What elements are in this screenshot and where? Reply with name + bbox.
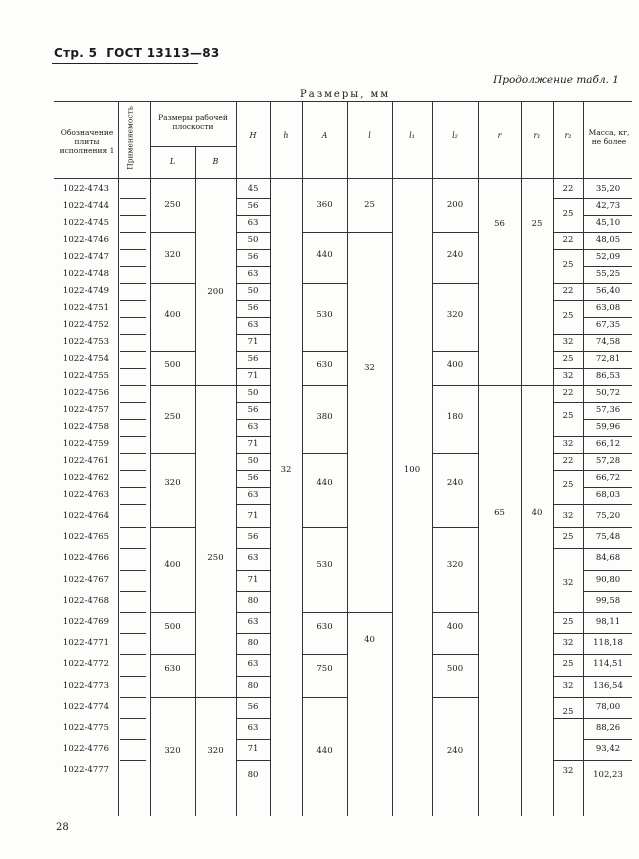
cell-L: 320	[164, 250, 181, 260]
col-header-r: r	[497, 131, 502, 140]
cell-H: 71	[247, 511, 259, 521]
cell-l1: 100	[403, 465, 421, 475]
cell-mass: 99,58	[595, 596, 621, 606]
col-header-l1: l₁	[409, 131, 415, 140]
cell-L: 250	[164, 412, 181, 422]
cell-mass: 55,25	[595, 269, 621, 279]
cell-H: 56	[247, 201, 259, 211]
cell-H: 50	[247, 456, 259, 466]
cell-H: 63	[247, 659, 259, 669]
cell-r2: 32	[562, 371, 574, 381]
cell-mass: 57,36	[595, 405, 621, 415]
cell-L: 400	[164, 560, 181, 570]
cell-r2: 32	[562, 638, 574, 648]
cell-r2: 25	[562, 354, 574, 364]
row-code: 1022-4772	[62, 659, 110, 669]
subheader-divider	[150, 146, 236, 147]
cell-mass: 56,40	[595, 286, 621, 296]
cell-r2: 22	[562, 286, 574, 296]
row-code: 1022-4762	[62, 473, 110, 483]
row-code: 1022-4758	[62, 422, 110, 432]
cell-L: 250	[164, 200, 181, 210]
cell-r2: 25	[562, 659, 574, 669]
cell-r2-merged: 25	[562, 260, 574, 270]
row-code: 1022-4764	[62, 511, 110, 521]
row-code: 1022-4765	[62, 532, 110, 542]
cell-r2-merged: 32	[562, 578, 574, 588]
row-code: 1022-4777	[62, 765, 110, 775]
cell-H: 71	[247, 371, 259, 381]
col-header-l: l	[368, 131, 371, 140]
table-header-bottom	[54, 178, 632, 179]
cell-mass: 66,72	[595, 473, 621, 483]
cell-mass: 136,54	[593, 681, 623, 691]
cell-l2: 240	[446, 250, 464, 260]
row-code: 1022-4755	[62, 371, 110, 381]
col-divider	[392, 101, 393, 816]
cell-H: 71	[247, 744, 259, 754]
cell-H: 50	[247, 286, 259, 296]
cell-l: 40	[364, 635, 375, 645]
cell-mass: 98,11	[595, 617, 621, 627]
cell-l2: 200	[446, 200, 464, 210]
cell-r2-merged: 25	[562, 707, 574, 717]
row-code: 1022-4771	[62, 638, 110, 648]
cell-A: 360	[316, 200, 333, 210]
cell-r2-merged: 25	[562, 532, 574, 542]
cell-B: 250	[207, 553, 224, 563]
cell-H: 63	[247, 218, 259, 228]
cell-l: 32	[364, 363, 375, 373]
col-header-h: h	[283, 131, 289, 140]
cell-H: 80	[247, 638, 259, 648]
cell-r2-merged: 32	[562, 766, 574, 776]
row-code: 1022-4774	[62, 702, 110, 712]
cell-H: 71	[247, 439, 259, 449]
cell-r: 65	[494, 508, 505, 518]
cell-H: 80	[247, 681, 259, 691]
cell-mass: 84,68	[595, 553, 621, 563]
cell-L: 630	[164, 664, 181, 674]
row-code: 1022-4748	[62, 269, 110, 279]
cell-mass: 114,51	[593, 659, 623, 669]
cell-H: 71	[247, 575, 259, 585]
cell-H: 56	[247, 532, 259, 542]
row-code: 1022-4752	[62, 320, 110, 330]
row-code: 1022-4767	[62, 575, 110, 585]
cell-mass: 93,42	[595, 744, 621, 754]
page-number: 28	[56, 822, 69, 833]
cell-H: 63	[247, 617, 259, 627]
cell-r2-merged: 25	[562, 411, 574, 421]
cell-H: 63	[247, 553, 259, 563]
cell-H: 50	[247, 235, 259, 245]
row-code: 1022-4744	[62, 201, 110, 211]
cell-mass: 52,09	[595, 252, 621, 262]
col-header-H: H	[249, 131, 257, 140]
cell-mass: 78,00	[595, 702, 621, 712]
cell-H: 56	[247, 405, 259, 415]
cell-mass: 63,08	[595, 303, 621, 313]
cell-r2: 22	[562, 388, 574, 398]
cell-r2: 32	[562, 439, 574, 449]
cell-H: 56	[247, 354, 259, 364]
cell-mass: 35,20	[595, 184, 621, 194]
row-code: 1022-4766	[62, 553, 110, 563]
cell-H: 50	[247, 388, 259, 398]
cell-H: 63	[247, 723, 259, 733]
standard-number: ГОСТ 13113—83	[106, 46, 220, 60]
cell-l2: 240	[446, 478, 464, 488]
cell-mass: 45,10	[595, 218, 621, 228]
cell-L: 320	[164, 478, 181, 488]
cell-H: 63	[247, 422, 259, 432]
col-header-B: B	[212, 157, 219, 166]
col-header-A: A	[321, 131, 328, 140]
cell-mass: 75,48	[595, 532, 621, 542]
cell-mass: 75,20	[595, 511, 621, 521]
cell-mass: 66,12	[595, 439, 621, 449]
row-code: 1022-4743	[62, 184, 110, 194]
row-code: 1022-4753	[62, 337, 110, 347]
row-code: 1022-4754	[62, 354, 110, 364]
cell-h: 32	[280, 465, 292, 475]
cell-r2: 22	[562, 456, 574, 466]
cell-H: 56	[247, 473, 259, 483]
col-header-applicability: Применяемость	[125, 106, 134, 170]
cell-B: 320	[207, 746, 224, 756]
cell-A: 380	[316, 412, 333, 422]
header-underline	[52, 63, 198, 64]
cell-mass: 86,53	[595, 371, 621, 381]
cell-H: 56	[247, 702, 259, 712]
cell-l2: 240	[446, 746, 464, 756]
cell-mass: 118,18	[593, 638, 623, 648]
cell-r2-merged: 25	[562, 311, 574, 321]
cell-L: 320	[164, 746, 181, 756]
cell-r2-merged: 25	[562, 480, 574, 490]
continuation-label: Продолжение табл. 1	[493, 74, 619, 86]
row-code: 1022-4775	[62, 723, 110, 733]
cell-l2: 400	[446, 622, 464, 632]
row-code: 1022-4768	[62, 596, 110, 606]
col-header-r1: r₁	[533, 131, 541, 140]
table-top-border	[54, 101, 632, 102]
cell-l: 25	[364, 200, 375, 210]
col-divider	[478, 101, 479, 816]
cell-mass: 48,05	[595, 235, 621, 245]
col-header-l2: l₂	[452, 131, 458, 140]
cell-r1: 40	[531, 508, 543, 518]
cell-B: 200	[207, 287, 224, 297]
row-code: 1022-4749	[62, 286, 110, 296]
col-divider	[195, 146, 196, 816]
cell-mass: 90,80	[595, 575, 621, 585]
cell-r: 56	[494, 219, 505, 229]
cell-r1: 25	[531, 219, 543, 229]
row-code: 1022-4773	[62, 681, 110, 691]
cell-A: 530	[316, 310, 333, 320]
col-divider	[521, 101, 522, 816]
cell-mass: 68,03	[595, 490, 621, 500]
cell-mass: 72,81	[595, 354, 621, 364]
row-code: 1022-4746	[62, 235, 110, 245]
cell-L: 500	[164, 622, 181, 632]
cell-H: 63	[247, 269, 259, 279]
cell-H: 63	[247, 490, 259, 500]
row-code: 1022-4769	[62, 617, 110, 627]
cell-A: 750	[316, 664, 333, 674]
row-code: 1022-4759	[62, 439, 110, 449]
cell-A: 630	[316, 360, 333, 370]
row-code: 1022-4751	[62, 303, 110, 313]
col-header-work-surface: Размеры рабочей плоскости	[158, 113, 228, 131]
col-divider	[270, 101, 271, 816]
cell-L: 400	[164, 310, 181, 320]
cell-mass: 59,96	[595, 422, 621, 432]
sizes-title: Размеры, мм	[300, 89, 391, 100]
cell-l2: 500	[446, 664, 464, 674]
cell-H: 56	[247, 303, 259, 313]
cell-H: 80	[247, 596, 259, 606]
cell-l2: 320	[446, 310, 464, 320]
cell-l2: 180	[446, 412, 464, 422]
cell-r2-merged: 25	[562, 209, 574, 219]
cell-mass: 102,23	[593, 770, 623, 780]
cell-mass: 88,26	[595, 723, 621, 733]
cell-H: 63	[247, 320, 259, 330]
cell-A: 530	[316, 560, 333, 570]
cell-r2: 22	[562, 184, 574, 194]
cell-A: 630	[316, 622, 333, 632]
cell-mass: 74,58	[595, 337, 621, 347]
cell-r2: 22	[562, 235, 574, 245]
cell-r2: 32	[562, 511, 574, 521]
col-header-L: L	[169, 157, 176, 166]
cell-mass: 50,72	[595, 388, 621, 398]
cell-A: 440	[316, 746, 333, 756]
col-header-mass: Масса, кг, не более	[588, 128, 630, 146]
row-code: 1022-4763	[62, 490, 110, 500]
cell-H: 80	[247, 770, 259, 780]
cell-l2: 400	[446, 360, 464, 370]
row-code: 1022-4756	[62, 388, 110, 398]
cell-r2: 32	[562, 337, 574, 347]
cell-r2: 32	[562, 681, 574, 691]
cell-mass: 57,28	[595, 456, 621, 466]
col-divider	[118, 101, 119, 816]
cell-mass: 67,35	[595, 320, 621, 330]
cell-l2: 320	[446, 560, 464, 570]
cell-A: 440	[316, 478, 333, 488]
cell-r2: 25	[562, 617, 574, 627]
col-header-r2: r₂	[564, 131, 572, 140]
row-code: 1022-4776	[62, 744, 110, 754]
row-code: 1022-4761	[62, 456, 110, 466]
cell-A: 440	[316, 250, 333, 260]
row-code: 1022-4745	[62, 218, 110, 228]
cell-mass: 42,73	[595, 201, 621, 211]
page-header	[54, 46, 220, 60]
cell-L: 500	[164, 360, 181, 370]
col-header-designation: Обозначение плиты исполнения 1	[59, 128, 115, 155]
cell-H: 71	[247, 337, 259, 347]
cell-H: 56	[247, 252, 259, 262]
row-code: 1022-4757	[62, 405, 110, 415]
cell-H: 45	[247, 184, 259, 194]
row-code: 1022-4747	[62, 252, 110, 262]
page-label: Стр. 5	[54, 46, 98, 60]
